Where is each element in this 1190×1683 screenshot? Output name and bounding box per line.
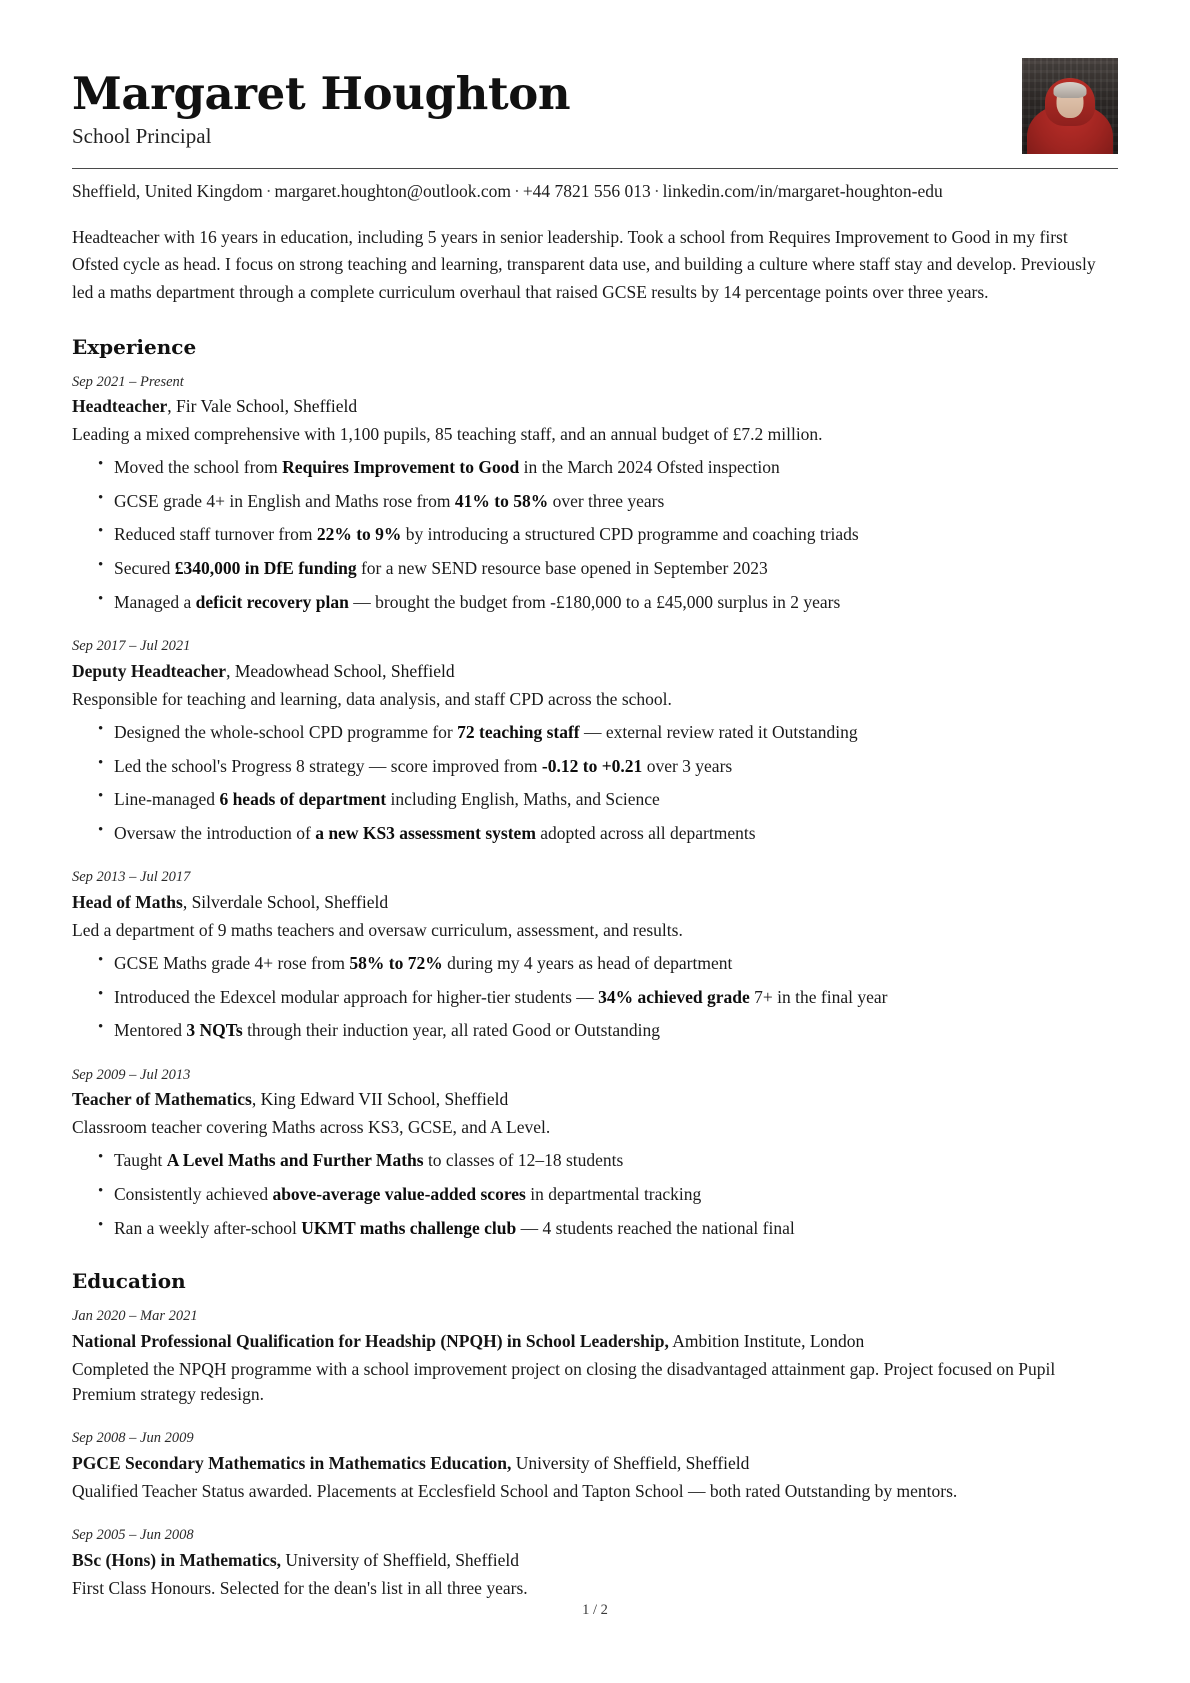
entry-date: Sep 2009 – Jul 2013: [72, 1066, 191, 1083]
contact-separator-3: ·: [653, 181, 660, 201]
entry-date: Sep 2013 – Jul 2017: [72, 869, 191, 886]
bullet-emphasis: 41% to 58%: [454, 490, 549, 511]
bullet-text: GCSE grade 4+ in English and Maths rose from: [114, 490, 455, 511]
bullet-emphasis: 34% achieved grade: [598, 986, 750, 1007]
bullet-item: [98, 590, 1118, 616]
entry-organization: University of Sheffield, Sheffield: [511, 1453, 750, 1474]
bullet-item: [98, 985, 1118, 1011]
resume-header: [72, 58, 1118, 154]
bullet-emphasis: 72 teaching staff: [457, 721, 580, 742]
bullet-text: Introduced the Edexcel modular approach for higher-tier students —: [114, 986, 599, 1007]
bullet-text: Mentored: [114, 1020, 187, 1041]
bullet-text: Led the school's Progress 8 strategy — score improved from: [114, 755, 542, 776]
page-footer: [0, 1602, 1190, 1619]
section-education: [72, 1269, 1118, 1601]
entry-date: Sep 2021 – Present: [72, 373, 184, 390]
entry-bullet-list: [72, 720, 1118, 846]
page-indicator: 1 / 2: [582, 1602, 608, 1618]
entry-date: Sep 2017 – Jul 2021: [72, 638, 191, 655]
bullet-item: [98, 1148, 1118, 1174]
bullet-text: over three years: [548, 490, 665, 511]
entry-heading: [72, 660, 1118, 684]
entry: [72, 868, 1118, 1043]
entry-organization: , Meadowhead School, Sheffield: [226, 660, 455, 681]
entry-role: Head of Maths: [72, 892, 183, 912]
header-text-block: [72, 58, 570, 149]
contact-email[interactable]: margaret.houghton@outlook.com: [274, 181, 511, 201]
entry: [72, 1307, 1118, 1407]
bullet-text: Secured: [114, 558, 175, 579]
entry: [72, 637, 1118, 846]
entry-description: Leading a mixed comprehensive with 1,100 pupils, 85 teaching staff, and an annual budget of £7.2 million.: [72, 424, 823, 445]
bullet-item: [98, 489, 1118, 515]
photo-hair: [1054, 82, 1087, 98]
bullet-text: by introducing a structured CPD programme and coaching triads: [401, 524, 859, 545]
professional-summary: Headteacher with 16 years in education, including 5 years in senior leadership. Took a school from Requires Improvement to Good in my first Ofsted cycle as head. I focus on strong teaching and learning, transparent data use, and building a culture where staff stay and develop. Previously led a maths department through a complete curriculum overhaul that raised GCSE results by 14 percentage points over three years.: [72, 226, 1096, 302]
bullet-emphasis: 22% to 9%: [316, 524, 402, 545]
bullet-text: in the March 2024 Ofsted inspection: [519, 457, 780, 478]
candidate-job-title: School Principal: [72, 123, 212, 148]
entry-heading: [72, 1088, 1118, 1112]
entry-description: Qualified Teacher Status awarded. Placements at Ecclesfield School and Tapton School — both rated Outstanding by mentors.: [72, 1480, 958, 1501]
bullet-item: [98, 455, 1118, 481]
entry-description: Responsible for teaching and learning, data analysis, and staff CPD across the school.: [72, 688, 672, 709]
bullet-text: Consistently achieved: [114, 1184, 273, 1205]
entry-heading: [72, 395, 1118, 419]
bullet-text: Reduced staff turnover from: [114, 524, 317, 545]
entry-date: Jan 2020 – Mar 2021: [72, 1308, 198, 1325]
bullet-item: [98, 720, 1118, 746]
bullet-item: [98, 556, 1118, 582]
bullet-emphasis: deficit recovery plan: [195, 591, 349, 612]
bullet-text: GCSE Maths grade 4+ rose from: [114, 953, 350, 973]
contact-phone[interactable]: +44 7821 556 013: [522, 181, 651, 201]
bullet-emphasis: £340,000 in DfE funding: [174, 558, 357, 579]
bullet-item: [98, 754, 1118, 780]
bullet-text: — external review rated it Outstanding: [579, 721, 858, 742]
candidate-name: Margaret Houghton: [72, 67, 571, 120]
bullet-text: Taught: [114, 1150, 167, 1171]
bullet-text: Line-managed: [114, 789, 220, 810]
entry-role: Deputy Headteacher: [72, 660, 227, 681]
bullet-item: [98, 522, 1118, 548]
bullet-emphasis: Requires Improvement to Good: [282, 457, 520, 478]
bullet-text: over 3 years: [642, 755, 733, 776]
bullet-item: [98, 787, 1118, 813]
bullet-text: for a new SEND resource base opened in September 2023: [356, 558, 768, 579]
bullet-text: 7+ in the final year: [749, 986, 888, 1007]
entry-heading: [72, 1330, 1118, 1354]
bullet-text: — 4 students reached the national final: [516, 1217, 795, 1238]
entry: [72, 373, 1118, 616]
entry-description: First Class Honours. Selected for the dean's list in all three years.: [72, 1577, 528, 1598]
entry: [72, 1526, 1118, 1601]
entry-description: Completed the NPQH programme with a school improvement project on closing the disadvantaged attainment gap. Project focused on Pupil Premium strategy redesign.: [72, 1358, 1056, 1404]
resume-sections: [72, 335, 1118, 1601]
bullet-item: [98, 821, 1118, 847]
entry-heading: [72, 1549, 1118, 1573]
bullet-emphasis: A Level Maths and Further Maths: [166, 1150, 424, 1171]
entry-role: National Professional Qualification for Headship (NPQH) in School Leadership,: [72, 1330, 669, 1351]
contact-location: Sheffield, United Kingdom: [72, 181, 263, 201]
contact-separator-1: ·: [265, 181, 272, 201]
bullet-emphasis: 58% to 72%: [349, 953, 443, 973]
entry-bullet-list: [72, 1148, 1118, 1241]
entry-bullet-list: [72, 951, 1118, 1044]
entry-description: Led a department of 9 maths teachers and oversaw curriculum, assessment, and results.: [72, 919, 683, 940]
entry: [72, 1066, 1118, 1241]
entry-role: Teacher of Mathematics: [72, 1089, 252, 1110]
bullet-text: — brought the budget from -£180,000 to a £45,000 surplus in 2 years: [348, 591, 841, 612]
bullet-item: [98, 1216, 1118, 1242]
bullet-text: Designed the whole-school CPD programme for: [114, 721, 458, 742]
bullet-text: Moved the school from: [114, 457, 283, 478]
entry-date: Sep 2005 – Jun 2008: [72, 1527, 194, 1544]
entry-role: BSc (Hons) in Mathematics,: [72, 1550, 282, 1571]
bullet-emphasis: above-average value-added scores: [272, 1184, 526, 1205]
bullet-text: to classes of 12–18 students: [423, 1150, 624, 1171]
bullet-text: Ran a weekly after-school: [114, 1217, 302, 1238]
bullet-text: Oversaw the introduction of: [114, 822, 316, 843]
bullet-text: in departmental tracking: [525, 1184, 702, 1205]
contact-separator-2: ·: [513, 181, 520, 201]
entry-organization: Ambition Institute, London: [668, 1330, 865, 1351]
bullet-item: [98, 1018, 1118, 1044]
entry-role: Headteacher: [72, 396, 168, 417]
contact-linkedin[interactable]: linkedin.com/in/margaret-houghton-edu: [662, 181, 943, 201]
entry-organization: , Fir Vale School, Sheffield: [167, 396, 358, 417]
entry-heading: [72, 891, 1118, 915]
entry-organization: , King Edward VII School, Sheffield: [251, 1089, 509, 1110]
entry-organization: University of Sheffield, Sheffield: [281, 1550, 520, 1571]
entry-organization: , Silverdale School, Sheffield: [182, 892, 389, 912]
bullet-text: during my 4 years as head of department: [442, 953, 733, 973]
bullet-text: Managed a: [114, 591, 196, 612]
bullet-item: [98, 951, 1118, 977]
entry-bullet-list: [72, 455, 1118, 615]
portrait-photo: [1022, 58, 1118, 154]
bullet-emphasis: -0.12 to +0.21: [541, 755, 643, 776]
section-experience: [72, 335, 1118, 1242]
bullet-item: [98, 1182, 1118, 1208]
entry-description: Classroom teacher covering Maths across KS3, GCSE, and A Level.: [72, 1117, 551, 1138]
entry-role: PGCE Secondary Mathematics in Mathematics Education,: [72, 1453, 512, 1474]
section-title: Experience: [72, 334, 197, 359]
contact-line: [72, 169, 1118, 204]
bullet-emphasis: a new KS3 assessment system: [315, 822, 536, 843]
bullet-emphasis: 3 NQTs: [186, 1020, 243, 1041]
bullet-text: including English, Maths, and Science: [386, 789, 660, 810]
bullet-text: adopted across all departments: [535, 822, 756, 843]
entry-date: Sep 2008 – Jun 2009: [72, 1430, 194, 1447]
section-title: Education: [72, 1269, 186, 1294]
entry-heading: [72, 1452, 1118, 1476]
entry: [72, 1429, 1118, 1504]
bullet-text: through their induction year, all rated Good or Outstanding: [242, 1020, 660, 1041]
bullet-emphasis: 6 heads of department: [219, 789, 387, 810]
bullet-emphasis: UKMT maths challenge club: [301, 1217, 517, 1238]
